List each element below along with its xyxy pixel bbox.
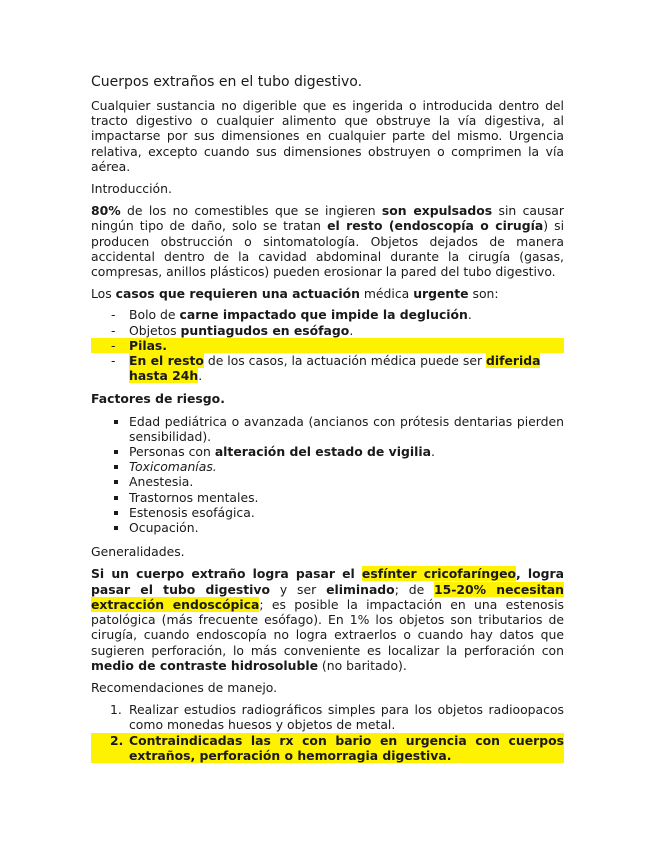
list-item	[91, 505, 564, 520]
bold-pilas: Pilas.	[129, 337, 168, 353]
urgent-list	[91, 307, 564, 383]
bold-eliminado: eliminado	[326, 581, 395, 597]
bold-urgente: urgente	[413, 286, 469, 302]
bold-casos: casos que requieren una actuación	[115, 286, 360, 302]
list-item	[91, 520, 564, 535]
document-title: Cuerpos extraños en el tubo digestivo.	[91, 74, 363, 90]
highlight-diferida: diferida hasta 24h	[129, 353, 541, 384]
list-item-highlighted	[91, 338, 564, 353]
list-item	[91, 353, 564, 383]
text-run: Bolo de	[129, 307, 180, 323]
text-run: Los	[91, 286, 116, 302]
highlight-esfinter: esfínter cricofaríngeo	[361, 566, 517, 582]
intro-paragraph: Cualquier sustancia no digerible que es ingerida o introducida dentro del tracto digestivo o cualquier alimento que obstruye la vía digestiva, al impactarse por sus dimensiones en cualquier parte del mismo. Urgencia relativa, excepto cuando sus dimensiones obstruyen o comprimen la vía aérea.	[91, 98, 564, 174]
recomendaciones-heading: Recomendaciones de manejo.	[91, 679, 278, 695]
text-run: Ocupación.	[129, 520, 199, 536]
number-marker: 1.	[110, 702, 122, 718]
bold-run: carne impactado que impide la deglución	[179, 307, 468, 323]
bold-run: Si un cuerpo extraño logra pasar el	[91, 566, 362, 582]
square-bullet-icon	[114, 526, 118, 530]
generalidades-paragraph	[91, 566, 564, 672]
list-item-highlighted	[91, 733, 564, 763]
text-run: ) si producen obstrucción o sintomatología. Objetos dejados de manera accidental dentro de la cavidad abdominal durante la cirugía (gasas, compresas, anillos plásticos) pueden erosionar la pared del tubo digestivo.	[91, 218, 565, 280]
highlight-en-el-resto: En el resto	[129, 353, 204, 369]
list-item	[91, 414, 564, 444]
dash-marker: -	[111, 322, 116, 338]
introduccion-heading: Introducción.	[91, 181, 172, 197]
text-run: .	[430, 444, 435, 460]
text-run: y ser	[270, 581, 327, 597]
bold-run: Contraindicadas las rx con bario en urgencia con cuerpos extraños, perforación o hemorragia digestiva.	[129, 732, 564, 763]
square-bullet-icon	[114, 450, 118, 454]
bold-son-expulsados: son expulsados	[381, 203, 493, 219]
list-item	[91, 459, 564, 474]
text-run: (no baritado).	[317, 657, 407, 673]
dash-marker: -	[111, 337, 116, 353]
text-run: .	[198, 368, 203, 384]
list-item	[91, 323, 564, 338]
text-run: .	[349, 322, 354, 338]
bold-run: , logra pasar el tubo digestivo	[91, 566, 564, 597]
list-item	[91, 490, 564, 505]
text-run: Personas con	[129, 444, 215, 460]
recomendaciones-list	[91, 702, 564, 763]
square-bullet-icon	[114, 465, 118, 469]
square-bullet-icon	[114, 420, 118, 424]
text-run: médica	[359, 286, 414, 302]
text-run: ; de	[394, 581, 435, 597]
dash-marker: -	[111, 353, 116, 369]
square-bullet-icon	[114, 511, 118, 515]
dash-marker: -	[111, 307, 116, 323]
text-run: Anestesia.	[129, 474, 194, 490]
text-run: Estenosis esofágica.	[129, 504, 255, 520]
number-marker: 2.	[110, 732, 124, 748]
highlight-extraccion: 15-20% necesitan extracción endoscópica	[91, 581, 564, 612]
factores-heading	[91, 391, 564, 406]
factores-list	[91, 414, 564, 536]
urgent-intro	[91, 286, 564, 301]
list-item	[91, 444, 564, 459]
list-item	[91, 307, 564, 322]
square-bullet-icon	[114, 496, 118, 500]
text-run: de los casos, la actuación médica puede ser	[203, 353, 486, 369]
generalidades-heading: Generalidades.	[91, 544, 185, 560]
list-item	[91, 474, 564, 489]
list-item	[91, 702, 564, 732]
text-run: sin causar ningún tipo de daño, solo se tratan	[91, 203, 564, 234]
text-run: de los no comestibles que se ingieren	[120, 203, 382, 219]
document-page	[91, 74, 564, 763]
text-run: son:	[468, 286, 499, 302]
bold-run: alteración del estado de vigilia	[214, 444, 431, 460]
bold-heading: Factores de riesgo.	[91, 391, 225, 407]
text-run: Objetos	[129, 322, 181, 338]
introduccion-paragraph	[91, 203, 564, 279]
text-run: Trastornos mentales.	[129, 489, 259, 505]
bold-el-resto: el resto (endoscopía o cirugía	[327, 218, 544, 234]
percent-80: 80%	[91, 203, 121, 219]
bold-contraste: medio de contraste hidrosoluble	[91, 657, 318, 673]
square-bullet-icon	[114, 480, 118, 484]
italic-run: Toxicomanías.	[129, 459, 217, 475]
text-run: Edad pediátrica o avanzada (ancianos con prótesis dentarias pierden sensibilidad).	[129, 413, 564, 444]
text-run: .	[467, 307, 472, 323]
text-run: ; es posible la impactación en una estenosis patológica (más frecuente esófago). En 1% los objetos son tributarios de cirugía, cuando endoscopía no logra extraerlos o cuando hay datos que sugieren perforación, lo más conveniente es localizar la perforación con	[91, 596, 564, 658]
bold-run: puntiagudos en esófago	[180, 322, 350, 338]
text-run: Realizar estudios radiográficos simples para los objetos radioopacos como monedas huesos y objetos de metal.	[129, 702, 564, 733]
